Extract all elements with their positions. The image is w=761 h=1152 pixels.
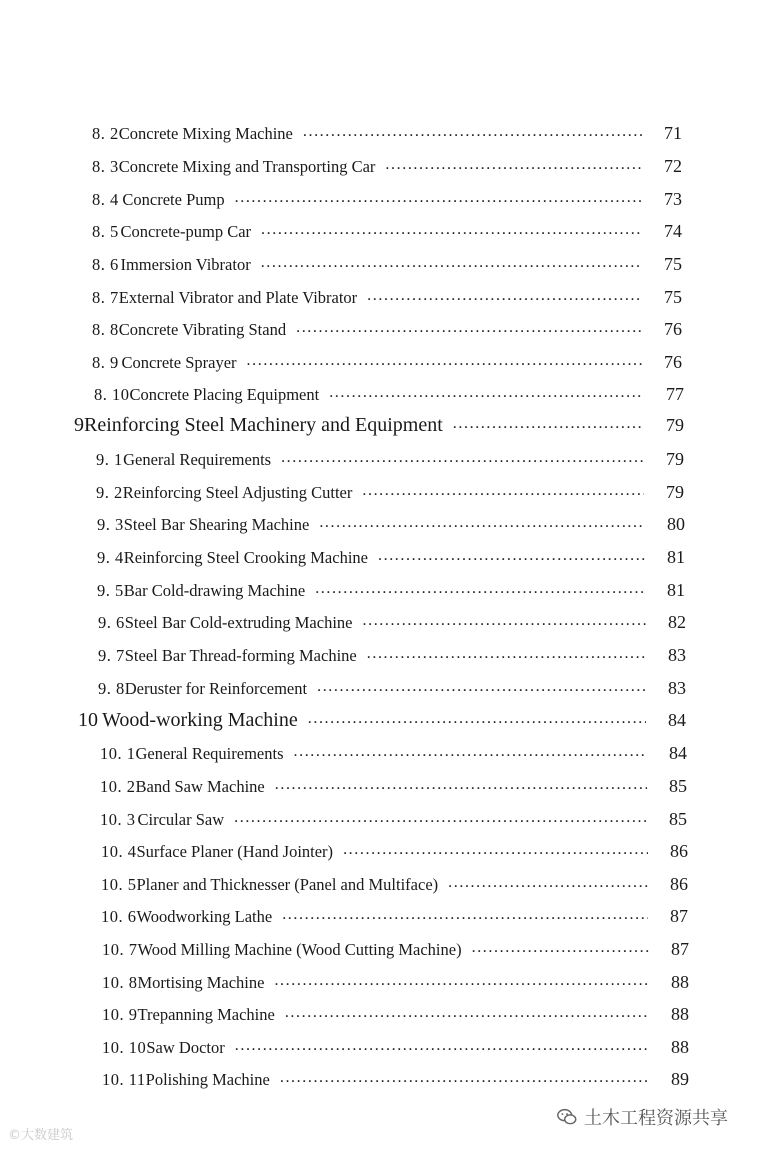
toc-entry-8-10[interactable] [94,379,684,409]
toc-entry-number: 9. 2 [96,483,123,502]
toc-entry-number: 8. 9 [92,353,119,372]
dot-leader [363,609,647,639]
watermark-right-text: 土木工程资源共享 [584,1108,728,1129]
toc-entry-number: 10. 10 [102,1038,147,1057]
dot-leader [378,544,645,574]
toc-entry-title: Deruster for Reinforcement [124,679,308,698]
toc-entry-number: 9. 3 [97,515,124,534]
toc-entry-number: 8. 4 [92,190,119,209]
toc-entry-number: 9. 6 [98,613,125,632]
toc-entry-title: Mortising Machine [137,973,265,992]
toc-entry-page: 82 [668,612,686,632]
dot-leader [303,120,642,150]
toc-entry-10-1[interactable] [100,738,687,768]
dot-leader [281,446,644,476]
toc-entry-number: 8. 2 [92,124,119,143]
dot-leader [282,903,648,933]
toc-chapter-9[interactable] [74,410,684,440]
toc-entry-8-5[interactable] [92,216,682,246]
toc-entry-9-7[interactable] [98,640,686,670]
dot-leader [247,349,642,379]
dot-leader [385,153,642,183]
toc-entry-10-10[interactable] [102,1032,689,1062]
toc-entry-number: 10. 8 [102,973,138,992]
dot-leader [274,969,649,999]
dot-leader [280,1066,649,1096]
toc-entry-title: Bar Cold-drawing Machine [123,581,306,600]
toc-chapter-title: Wood-working Machine [102,709,298,731]
toc-entry-title: Steel Bar Shearing Machine [123,515,310,534]
toc-entry-page: 74 [664,221,682,241]
toc-entry-page: 75 [664,254,682,274]
toc-entry-page: 86 [670,841,688,861]
toc-entry-10-11[interactable] [102,1064,689,1094]
dot-leader [293,740,647,770]
toc-entry-9-8[interactable] [98,673,686,703]
toc-entry-8-3[interactable] [92,151,682,181]
toc-chapter-title: Reinforcing Steel Machinery and Equipment [84,414,443,436]
dot-leader [261,251,642,281]
toc-entry-9-2[interactable] [96,477,684,507]
toc-entry-title: Concrete Sprayer [121,353,237,372]
dot-leader [261,218,642,248]
watermark-right [556,1104,728,1130]
toc-entry-8-4[interactable] [92,184,682,214]
toc-entry-page: 88 [671,1037,689,1057]
toc-entry-title: Saw Doctor [146,1038,225,1057]
dot-leader [234,806,647,836]
toc-entry-title: Wood Milling Machine (Wood Cutting Machine) [137,940,462,959]
toc-entry-number: 8. 6 [92,255,119,274]
toc-entry-number: 8. 5 [92,222,119,241]
toc-entry-9-4[interactable] [97,542,685,572]
dot-leader [235,186,642,216]
toc-chapter-page: 79 [666,415,684,435]
toc-entry-9-3[interactable] [97,509,685,539]
watermark-left: ©大数建筑 [8,1128,74,1143]
dot-leader [362,479,644,509]
toc-entry-page: 77 [666,384,684,404]
toc-entry-number: 10. 3 [100,810,136,829]
dot-leader [329,381,644,411]
toc-entry-title: Concrete Placing Equipment [129,385,320,404]
toc-entry-number: 10. 6 [101,907,137,926]
dot-leader [315,577,645,607]
toc-entry-9-5[interactable] [97,575,685,605]
toc-entry-page: 76 [664,319,682,339]
toc-entry-number: 10. 1 [100,744,136,763]
toc-entry-title: Band Saw Machine [135,777,265,796]
toc-chapter-number: 9 [74,414,84,436]
toc-entry-10-6[interactable] [101,901,688,931]
toc-entry-page: 79 [666,482,684,502]
toc-entry-title: External Vibrator and Plate Vibrator [118,288,358,307]
toc-entry-number: 8. 8 [92,320,119,339]
toc-entry-10-2[interactable] [100,771,687,801]
toc-entry-page: 88 [671,1004,689,1024]
toc-entry-title: General Requirements [135,744,284,763]
toc-entry-number: 10. 2 [100,777,136,796]
toc-entry-page: 72 [664,156,682,176]
toc-entry-title: Woodworking Lathe [136,907,273,926]
dot-leader [285,1001,649,1031]
toc-entry-number: 9. 7 [98,646,125,665]
dot-leader [367,642,646,672]
toc-entry-8-9[interactable] [92,347,682,377]
toc-entry-title: Concrete-pump Car [120,222,252,241]
dot-leader [343,838,648,868]
dot-leader [472,936,649,966]
toc-entry-title: Reinforcing Steel Adjusting Cutter [122,483,353,502]
toc-entry-title: Immersion Vibrator [120,255,251,274]
toc-entry-page: 84 [669,743,687,763]
toc-entry-8-2[interactable] [92,118,682,148]
toc-entry-title: Surface Planer (Hand Jointer) [136,842,334,861]
toc-entry-10-8[interactable] [102,967,689,997]
toc-chapter-page: 84 [668,710,686,730]
dot-leader [235,1034,649,1064]
toc-entry-8-7[interactable] [92,282,682,312]
toc-entry-number: 10. 9 [102,1005,138,1024]
toc-entry-10-4[interactable] [101,836,688,866]
dot-leader [296,316,642,346]
toc-entry-10-5[interactable] [101,869,688,899]
wechat-icon [556,1106,578,1128]
toc-entry-page: 80 [667,514,685,534]
toc-entry-title: General Requirements [123,450,272,469]
toc-entry-number: 9. 5 [97,581,124,600]
toc-entry-8-8[interactable] [92,314,682,344]
toc-entry-page: 81 [667,547,685,567]
toc-entry-number: 9. 4 [97,548,124,567]
toc-entry-title: Steel Bar Cold-extruding Machine [124,613,353,632]
toc-entry-page: 85 [669,776,687,796]
dot-leader [317,675,646,705]
toc-entry-title: Concrete Mixing and Transporting Car [118,157,376,176]
toc-entry-page: 83 [668,678,686,698]
toc-entry-title: Circular Saw [137,810,225,829]
toc-entry-title: Polishing Machine [145,1070,270,1089]
toc-entry-number: 8. 10 [94,385,130,404]
toc-entry-page: 89 [671,1069,689,1089]
toc-entry-number: 9. 8 [98,679,125,698]
toc-entry-number: 9. 1 [96,450,123,469]
dot-leader [453,412,644,442]
toc-entry-10-3[interactable] [100,804,687,834]
toc-chapter-number: 10 [78,709,98,731]
toc-entry-page: 73 [664,189,682,209]
dot-leader [308,707,646,737]
toc-entry-number: 10. 4 [101,842,137,861]
toc-entry-number: 10. 11 [102,1070,146,1089]
toc-entry-title: Concrete Vibrating Stand [118,320,287,339]
toc-entry-title: Reinforcing Steel Crooking Machine [123,548,368,567]
toc-entry-number: 10. 7 [102,940,138,959]
toc-entry-page: 86 [670,874,688,894]
toc-entry-number: 10. 5 [101,875,137,894]
toc-entry-page: 81 [667,580,685,600]
toc-entry-title: Trepanning Machine [137,1005,275,1024]
toc-entry-page: 87 [671,939,689,959]
dot-leader [448,871,648,901]
toc-entry-page: 79 [666,449,684,469]
toc-entry-title: Concrete Pump [122,190,225,209]
toc-entry-9-6[interactable] [98,607,686,637]
toc-entry-8-6[interactable] [92,249,682,279]
toc-entry-number: 8. 7 [92,288,119,307]
toc-entry-title: Concrete Mixing Machine [118,124,293,143]
toc-entry-title: Planer and Thicknesser (Panel and Multiface) [136,875,439,894]
toc-entry-page: 71 [664,123,682,143]
toc-chapter-10[interactable] [78,705,686,735]
toc-entry-page: 88 [671,972,689,992]
toc-entry-10-9[interactable] [102,999,689,1029]
dot-leader [319,511,645,541]
toc-entry-10-7[interactable] [102,934,689,964]
toc-entry-page: 87 [670,906,688,926]
toc-entry-page: 83 [668,645,686,665]
toc-entry-number: 8. 3 [92,157,119,176]
toc-entry-page: 85 [669,809,687,829]
dot-leader [275,773,647,803]
toc-entry-page: 76 [664,352,682,372]
toc-entry-title: Steel Bar Thread-forming Machine [124,646,357,665]
toc-entry-page: 75 [664,287,682,307]
dot-leader [367,284,642,314]
toc-entry-9-1[interactable] [96,444,684,474]
